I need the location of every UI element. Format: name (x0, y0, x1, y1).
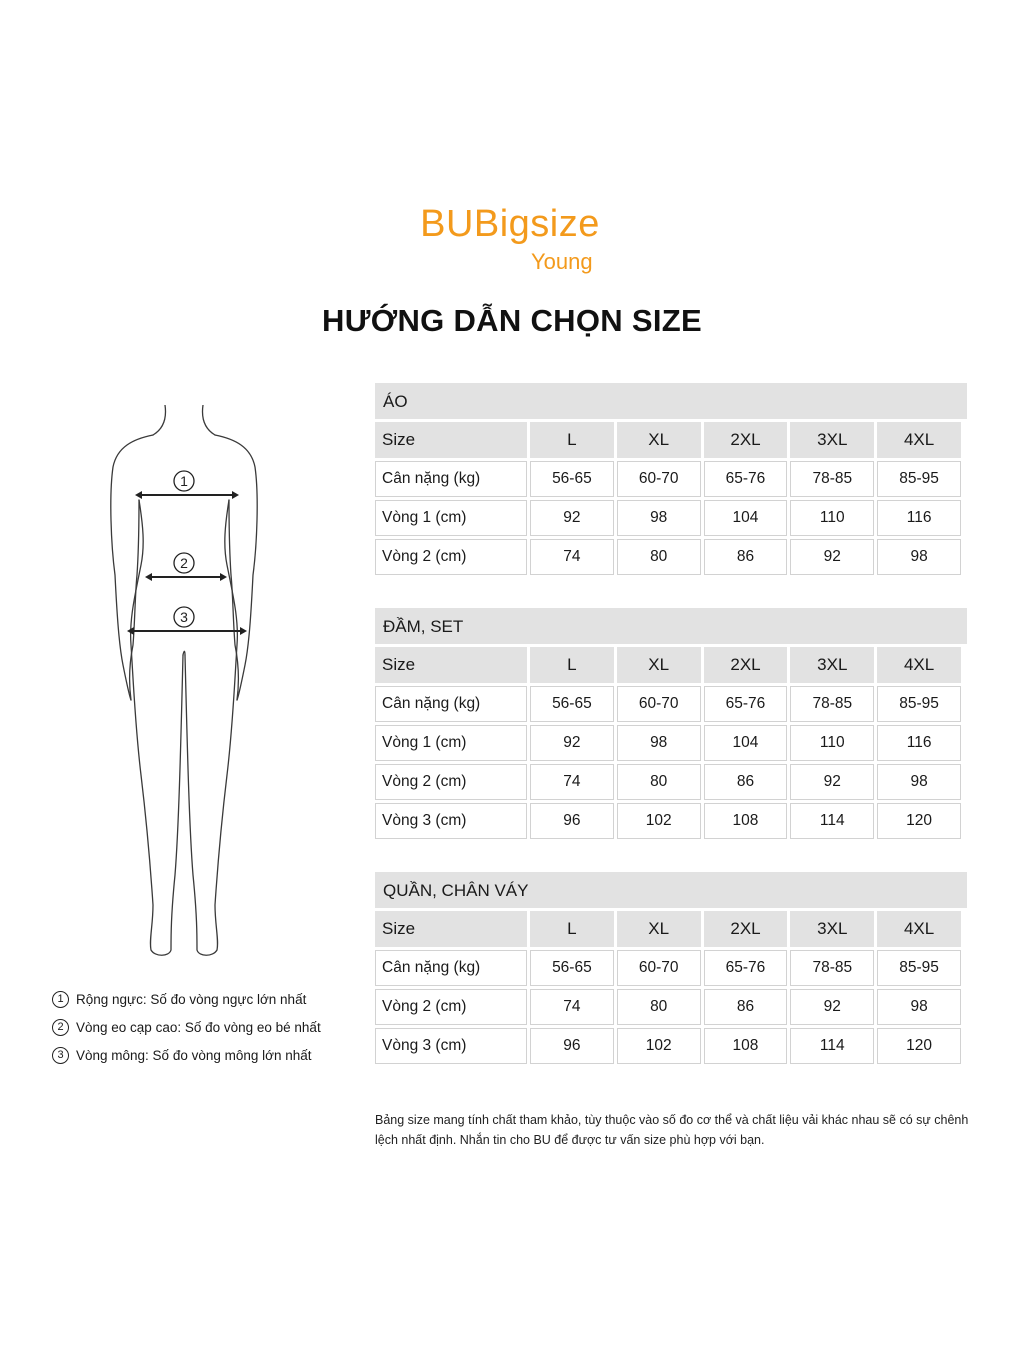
header-cell: 3XL (790, 422, 874, 458)
table-cell: 96 (530, 803, 614, 839)
table-cell: 92 (790, 539, 874, 575)
header-cell: 2XL (704, 422, 788, 458)
table-row (375, 500, 961, 536)
table-row (375, 989, 961, 1025)
table-cell: 80 (617, 539, 701, 575)
header-cell: 4XL (877, 647, 961, 683)
table-title: ĐẦM, SET (375, 608, 967, 644)
legend-item (52, 1041, 321, 1069)
size-table-ao (375, 383, 967, 578)
table-row (375, 764, 961, 800)
table-cell: 108 (704, 803, 788, 839)
measurement-legend (52, 985, 321, 1069)
header-cell: L (530, 647, 614, 683)
table-cell: 102 (617, 803, 701, 839)
header-cell: Size (375, 422, 527, 458)
size-note: Bảng size mang tính chất tham khảo, tùy thuộc vào số đo cơ thể và chất liệu vải khác nhau sẽ có sự chênh lệch nhất định. Nhắn tin cho BU để được tư vấn size phù hợp với bạn. (375, 1113, 969, 1147)
header-cell: L (530, 422, 614, 458)
table-cell: 96 (530, 1028, 614, 1064)
header-cell: 2XL (704, 647, 788, 683)
header-cell: L (530, 911, 614, 947)
row-label: Vòng 2 (cm) (375, 989, 527, 1025)
table-cell: 78-85 (790, 950, 874, 986)
table-cell: 86 (704, 989, 788, 1025)
table-header-row (375, 422, 961, 458)
table-cell: 92 (530, 725, 614, 761)
legend-number: 2 (52, 1019, 69, 1036)
table-cell: 65-76 (704, 461, 788, 497)
table-cell: 92 (530, 500, 614, 536)
table-cell: 114 (790, 1028, 874, 1064)
table-cell: 56-65 (530, 461, 614, 497)
table-cell: 114 (790, 803, 874, 839)
table-cell: 98 (877, 764, 961, 800)
row-label: Vòng 1 (cm) (375, 500, 527, 536)
size-tables (375, 383, 967, 1097)
table-cell: 104 (704, 725, 788, 761)
table-cell: 56-65 (530, 950, 614, 986)
row-label: Vòng 2 (cm) (375, 764, 527, 800)
table-cell: 85-95 (877, 950, 961, 986)
table-cell: 98 (617, 500, 701, 536)
table-cell: 60-70 (617, 686, 701, 722)
table-cell: 80 (617, 764, 701, 800)
row-label: Vòng 2 (cm) (375, 539, 527, 575)
table-cell: 78-85 (790, 686, 874, 722)
table-header-row (375, 647, 961, 683)
legend-text: Vòng eo cạp cao: Số đo vòng eo bé nhất (76, 1019, 321, 1035)
table-cell: 92 (790, 764, 874, 800)
row-label: Vòng 3 (cm) (375, 1028, 527, 1064)
row-label: Cân nặng (kg) (375, 686, 527, 722)
table-cell: 80 (617, 989, 701, 1025)
table-row (375, 686, 961, 722)
table-cell: 74 (530, 539, 614, 575)
header-cell: Size (375, 911, 527, 947)
legend-text: Rộng ngực: Số đo vòng ngực lớn nhất (76, 991, 307, 1007)
table-cell: 60-70 (617, 461, 701, 497)
header-cell: Size (375, 647, 527, 683)
legend-item (52, 1013, 321, 1041)
table-cell: 65-76 (704, 686, 788, 722)
row-label: Cân nặng (kg) (375, 950, 527, 986)
marker-3: 3 (180, 609, 188, 625)
table-row (375, 539, 961, 575)
table-cell: 98 (877, 539, 961, 575)
table-cell: 120 (877, 803, 961, 839)
marker-1: 1 (180, 473, 188, 489)
table-cell: 86 (704, 539, 788, 575)
table-cell: 110 (790, 725, 874, 761)
header-cell: XL (617, 647, 701, 683)
header-cell: 3XL (790, 911, 874, 947)
table-row (375, 461, 961, 497)
table-row (375, 950, 961, 986)
table-row (375, 725, 961, 761)
table-cell: 116 (877, 500, 961, 536)
header-cell: 2XL (704, 911, 788, 947)
table-cell: 85-95 (877, 686, 961, 722)
table-cell: 108 (704, 1028, 788, 1064)
table-cell: 98 (877, 989, 961, 1025)
brand-logo (0, 205, 1024, 243)
header-cell: XL (617, 422, 701, 458)
table-row (375, 1028, 961, 1064)
table-title: QUẦN, CHÂN VÁY (375, 872, 967, 908)
table-cell: 116 (877, 725, 961, 761)
table-cell: 78-85 (790, 461, 874, 497)
brand-subtitle: Young (531, 249, 593, 274)
size-table-dam-set (375, 608, 967, 842)
size-table-quan-chan-vay (375, 872, 967, 1067)
table-cell: 120 (877, 1028, 961, 1064)
legend-text: Vòng mông: Số đo vòng mông lớn nhất (76, 1047, 312, 1063)
header-cell: XL (617, 911, 701, 947)
brand-name: BUBigsize (420, 203, 600, 245)
table-cell: 110 (790, 500, 874, 536)
header-cell: 4XL (877, 911, 961, 947)
legend-number: 3 (52, 1047, 69, 1064)
body-figure (105, 405, 275, 965)
table-row (375, 803, 961, 839)
table-cell: 56-65 (530, 686, 614, 722)
table-cell: 60-70 (617, 950, 701, 986)
header-cell: 3XL (790, 647, 874, 683)
header-cell: 4XL (877, 422, 961, 458)
row-label: Vòng 3 (cm) (375, 803, 527, 839)
marker-2: 2 (180, 555, 188, 571)
page-title: HƯỚNG DẪN CHỌN SIZE (322, 303, 702, 338)
table-cell: 74 (530, 989, 614, 1025)
row-label: Cân nặng (kg) (375, 461, 527, 497)
table-cell: 85-95 (877, 461, 961, 497)
table-cell: 104 (704, 500, 788, 536)
table-cell: 74 (530, 764, 614, 800)
legend-item (52, 985, 321, 1013)
table-cell: 65-76 (704, 950, 788, 986)
table-cell: 98 (617, 725, 701, 761)
table-cell: 86 (704, 764, 788, 800)
table-cell: 102 (617, 1028, 701, 1064)
table-cell: 92 (790, 989, 874, 1025)
legend-number: 1 (52, 991, 69, 1008)
table-header-row (375, 911, 961, 947)
row-label: Vòng 1 (cm) (375, 725, 527, 761)
table-title: ÁO (375, 383, 967, 419)
